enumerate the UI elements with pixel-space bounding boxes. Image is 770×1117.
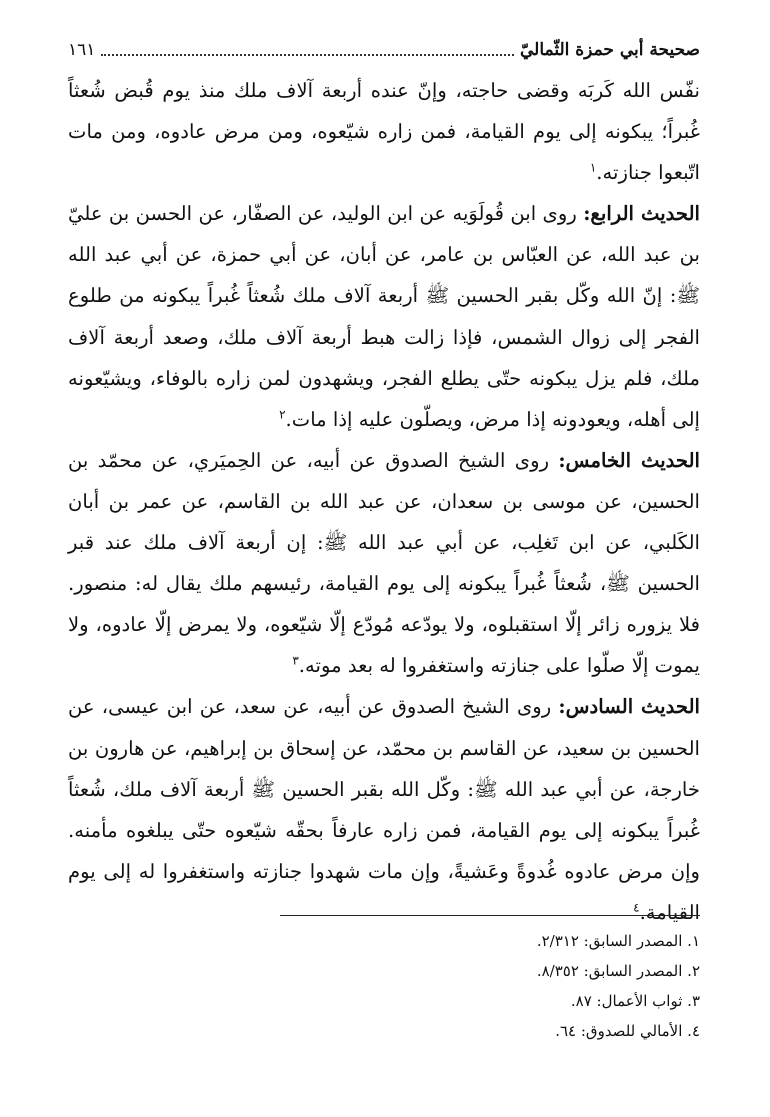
header-dot-leader (101, 44, 514, 56)
page-number: ١٦١ (68, 40, 96, 60)
paragraph-text: روى الشيخ الصدوق عن أبيه، عن الحِميَري، عن محمّد بن الحسين، عن موسى بن سعدان، عن عبد الله بن القاسم، عن عمر بن أبان الكَلبي، عن ابن تَغلِب، عن أبي عبد الله ﷺ: إن أربعة آلاف ملك عند قبر الحسين ﷺ، شُعثاً غُبراً يبكونه إلى يوم القيامة، رئيسهم ملك يقال له: منصور. فلا يزوره زائر إلّا استقبلوه، ولا يودّعه مُودّع إلّا شيّعوه، ولا يمرض إلّا عادوه، ولا يموت إلّا صلّوا على جنازته واستغفروا له بعد موته. (68, 448, 700, 678)
footnotes (68, 926, 700, 1046)
footnote: ٤. الأمالي للصدوق: ٦٤. (555, 1022, 700, 1040)
footnote: ١. المصدر السابق: ٢/٣١٢. (536, 932, 700, 950)
hadith-title: الحديث الخامس: (558, 448, 700, 472)
body-text (68, 70, 700, 933)
header-title: صحيحة أبي حمزة الثّماليّ (519, 40, 700, 60)
hadith-paragraph (68, 193, 700, 440)
paragraph-text: نفّس الله كَربَه وقضى حاجته، وإنّ عنده أربعة آلاف ملك منذ يوم قُبض شُعثاً غُبراً؛ يبكونه إلى يوم القيامة، فمن زاره شيّعوه، ومن مرض عادوه، ومن مات اتّبعوا جنازته. (68, 79, 700, 185)
footnote-ref: ٣ (292, 653, 299, 668)
footnote-divider (280, 915, 700, 916)
footnote-ref: ١ (589, 160, 597, 175)
footnote: ٣. ثواب الأعمال: ٨٧. (570, 992, 700, 1010)
footnote-ref: ٤ (633, 900, 640, 915)
footnote: ٢. المصدر السابق: ٨/٣٥٢. (536, 962, 700, 980)
hadith-paragraph (68, 686, 700, 933)
paragraph-text: روى ابن قُولَوَيه عن ابن الوليد، عن الصفّار، عن الحسن بن عليّ بن عبد الله، عن العبّاس بن عامر، عن أبان، عن أبي حمزة، عن أبي عبد الله ﷺ: إنّ الله وكّل بقبر الحسين ﷺ أربعة آلاف ملك شُعثاً غُبراً يبكونه من طلوع الفجر إلى زوال الشمس، فإذا زالت هبط أربعة آلاف ملك، وصعد أربعة آلاف ملك، فلم يزل يبكونه حتّى يطلع الفجر، ويشهدون لمن زاره بالوفاء، ويشيّعونه إلى أهله، ويعودونه إذا مرض، ويصلّون عليه إذا مات. (68, 202, 700, 431)
running-header (68, 36, 700, 64)
paragraph-text: روى الشيخ الصدوق عن أبيه، عن سعد، عن ابن عيسى، عن الحسين بن سعيد، عن القاسم بن محمّد، عن إسحاق بن إبراهيم، عن هارون بن خارجة، عن أبي عبد الله ﷺ: وكّل الله بقبر الحسين ﷺ أربعة آلاف ملك، شُعثاً غُبراً يبكونه إلى يوم القيامة، فمن زاره عارفاً بحقّه شيّعوه حتّى يبلغوه مأمنه. وإن مرض عادوه غُدوةً وعَشيةً، وإن مات شهدوا جنازته واستغفروا له إلى يوم القيامة. (68, 695, 700, 924)
hadith-title: الحديث الرابع: (583, 202, 700, 226)
paragraph-continuation (68, 70, 700, 193)
hadith-title: الحديث السادس: (558, 695, 700, 719)
footnote-ref: ٢ (279, 407, 286, 422)
hadith-paragraph (68, 440, 700, 687)
